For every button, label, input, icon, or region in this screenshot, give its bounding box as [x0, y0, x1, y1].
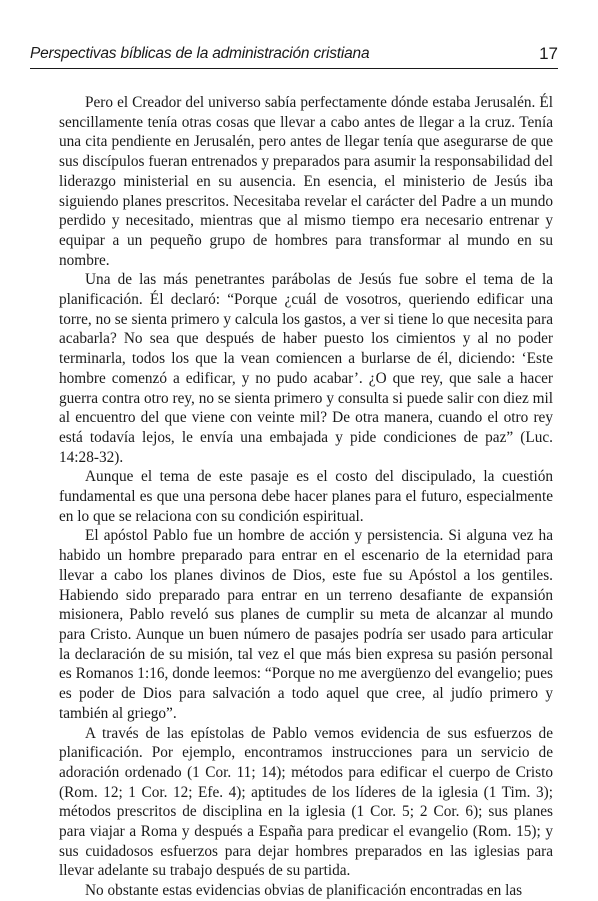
paragraph: Una de las más penetrantes parábolas de Jesús fue sobre el tema de la planificación. Él declaró: “Porque ¿cuál de vosotros, queriendo edificar una torre, no se sienta primero y calcula los gastos, a ver si tiene lo que necesita para acabarla? No sea que después de haber puesto los cimientos y al no poder terminarla, todos los que la vean comiencen a burlarse de él, diciendo: ‘Este hombre comenzó a edificar, y no pudo acabar’. ¿O que rey, que sale a hacer guerra contra otro rey, no se sienta primero y consulta si puede salir con diez mil al encuentro del que viene con veinte mil? De otra manera, cuando el otro rey está todavía lejos, le envía una embajada y pide condiciones de paz” (Luc. 14:28-32). [59, 271, 553, 466]
paragraph: El apóstol Pablo fue un hombre de acción y persistencia. Si alguna vez ha habido un hombre preparado para entrar en el escenario de la eternidad para llevar a cabo los planes divinos de Dios, este fue su Apóstol a los gentiles. Habiendo sido preparado para entrar en un terreno desafiante de expansión misionera, Pablo reveló sus planes de cumplir su meta de alcanzar al mundo para Cristo. Aunque un buen número de pasajes podría ser usado para articular la declaración de su misión, tal vez el que más bien expresa su pasión personal es Romanos 1:16, donde leemos: “Porque no me avergüenzo del evangelio; pues es poder de Dios para salvación a todo aquel que cree, al judío primero y también al griego”. [59, 527, 553, 722]
paragraph: A través de las epístolas de Pablo vemos evidencia de sus esfuerzos de planificación. Por ejemplo, encontramos instrucciones para un servicio de adoración ordenado (1 Cor. 11; 14); métodos para edificar el cuerpo de Cristo (Rom. 12; 1 Cor. 12; Efe. 4); aptitudes de los líderes de la iglesia (1 Tim. 3); métodos prescritos de disciplina en la iglesia (1 Cor. 5; 2 Cor. 6); sus planes para viajar a Roma y después a España para predicar el evangelio (Rom. 15); y sus cuidadosos esfuerzos para dejar hombres preparados en las iglesias para llevar adelante su trabajo después de su partida. [59, 724, 553, 880]
running-title: Perspectivas bíblicas de la administración cristiana [30, 45, 370, 62]
paragraph: No obstante estas evidencias obvias de planificación encontradas en las [85, 882, 523, 900]
body-text [59, 93, 553, 901]
paragraph: Pero el Creador del universo sabía perfectamente dónde estaba Jerusalén. Él sencillamente tenía otras cosas que llevar a cabo antes de llegar a la cruz. Tenía una cita pendiente en Jerusalén, pero antes de llegar tenía que asegurarse de que sus discípulos fueran entrenados y preparados para asumir la responsabilidad del liderazgo ministerial en su ausencia. En esencia, el ministerio de Jesús iba siguiendo planes prescritos. Necesitaba revelar el carácter del Padre a un mundo perdido y necesitado, mientras que al mismo tiempo era necesario entrenar y equipar a un pequeño grupo de hombres para transformar al mundo en su nombre. [59, 94, 553, 269]
page-number: 17 [539, 44, 558, 63]
paragraph: Aunque el tema de este pasaje es el costo del discipulado, la cuestión fundamental es que una persona debe hacer planes para el futuro, especialmente en lo que se relaciona con su condición espiritual. [59, 468, 553, 525]
running-header [30, 42, 558, 69]
